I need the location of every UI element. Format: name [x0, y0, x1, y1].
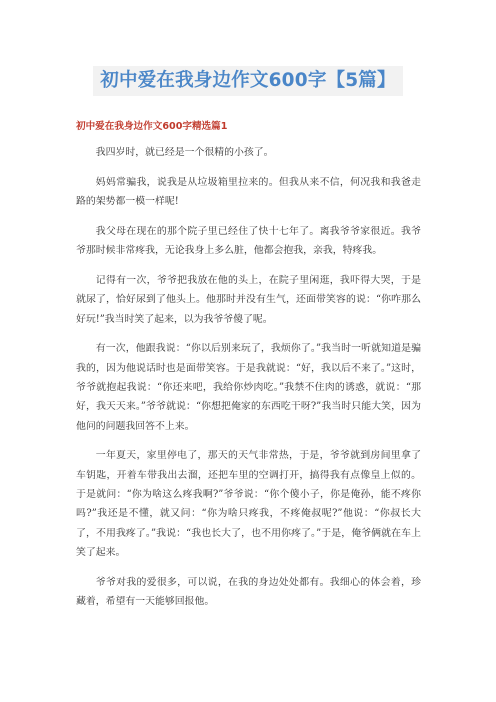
paragraph-6: 一年夏天，家里停电了，那天的天气非常热，于是，爷爷就到房间里拿了车钥匙，开着车带我出去溜，还把车里的空调打开，搞得我有点像皇上似的。于是就问：“你为啥这么疼我啊?”爷爷说：“你个傻小子，你是俺孙，能不疼你吗?”我还是不懂，就又问：“你为啥只疼我，不疼俺叔呢?”他说：“你叔长大了，不用我疼了。”我说：“我也长大了，也不用你疼了。”于是，俺爷俩就在车上笑了起来。: [76, 450, 421, 558]
paragraph-3: 我父母在现在的那个院子里已经住了快十七年了。离我爷爷家很近。我爷爷那时候非常疼我，无论我身上多么脏，他都会抱我，亲我，特疼我。: [76, 225, 421, 257]
paragraph-1: 我四岁时，就已经是一个很精的小孩了。: [95, 147, 274, 158]
paragraph-2: 妈妈常骗我，说我是从垃圾箱里拉来的。但我从来不信，何况我和我爸走路的架势都一模一样呢!: [76, 176, 421, 208]
paragraph-5: 有一次，他跟我说：“你以后别来玩了，我烦你了。”我当时一听就知道是骗我的，因为他说话时也是面带笑容。于是我就说：“好，我以后不来了。”这时，爷爷就抱起我说：“你还来吧，我给你炒肉吃。”我禁不住肉的诱惑，就说：“那好，我天天来。”爷爷就说：“你想把俺家的东西吃干呀?”我当时只能大笑，因为他问的问题我回答不上来。: [76, 343, 421, 432]
paragraph-7: 爷爷对我的爱很多，可以说，在我的身边处处都有。我细心的体会着，珍藏着，希望有一天能够回报他。: [76, 576, 421, 607]
page-title: 初中爱在我身边作文600字【5篇】: [93, 66, 402, 96]
article-body: [76, 143, 421, 622]
paragraph-4: 记得有一次，爷爷把我放在他的头上，在院子里闲逛，我吓得大哭，于是就尿了，恰好尿到了他头上。他那时并没有生气，还面带笑容的说：“你咋那么好玩!”我当时笑了起来，以为我爷爷傻了呢。: [76, 274, 421, 325]
title-container: [0, 66, 496, 96]
section-heading: 初中爱在我身边作文600字精选篇1: [76, 121, 228, 132]
